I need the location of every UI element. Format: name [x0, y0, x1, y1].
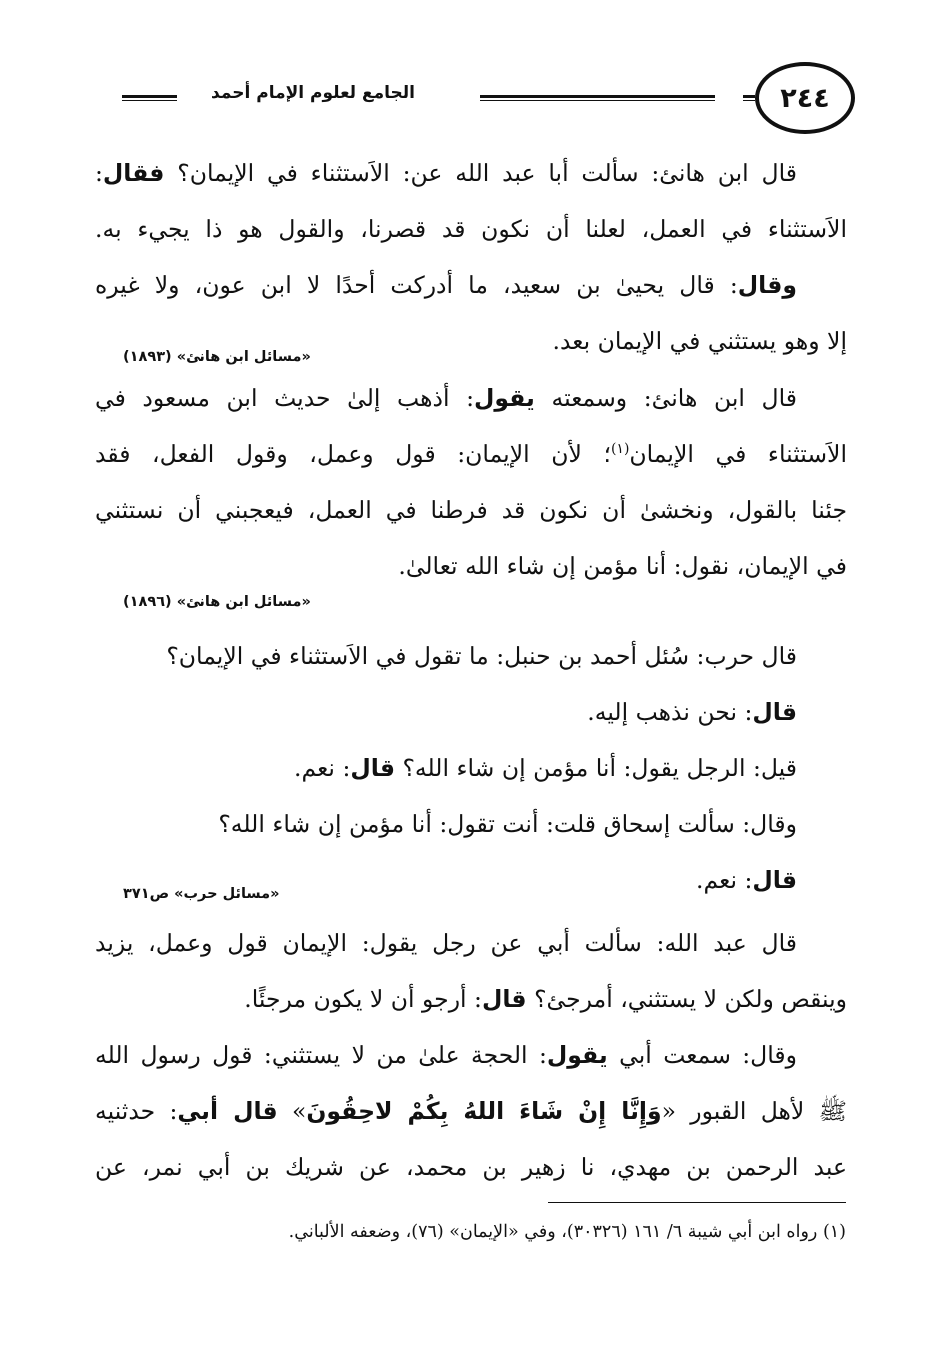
paragraph-ibn-hani-1 [95, 145, 847, 369]
text-line: جئنا بالقول، ونخشىٰ أن نكون قد فرطنا في العمل، فيعجبني أن نستثني [95, 496, 847, 524]
page-header [95, 62, 855, 142]
text-line: الاَستثناء في العمل، لعلنا أن نكون قد قصرنا، والقول هو ذا يجيء به. [95, 215, 847, 243]
paragraph-harb [95, 628, 847, 908]
footnote-number: (١) [822, 1222, 846, 1242]
text-line: الاَستثناء في الإيمان$^{(١)}$؛ لأن الإيمان: قول وعمل، وقول الفعل، فقد [95, 440, 847, 468]
header-rule-middle [480, 95, 715, 101]
running-title: الجامع لعلوم الإمام أحمد [211, 83, 415, 103]
text-line: قال: نعم. [696, 866, 797, 894]
header-rule-left [122, 95, 177, 101]
paragraph-abdullah [95, 915, 847, 1195]
text-line: قال عبد الله: سألت أبي عن رجل يقول: الإيمان قول وعمل، يزيد [95, 929, 797, 957]
text-line: وقال: سمعت أبي يقول: الحجة علىٰ من لا يستثني: قول رسول الله [95, 1041, 797, 1069]
text-line: قيل: الرجل يقول: أنا مؤمن إن شاء الله؟ قال: نعم. [293, 754, 797, 782]
source-citation: «مسائل حرب» ص٣٧١ [123, 886, 280, 902]
text-line: ﷺ لأهل القبور «وَإِنَّا إِنْ شَاءَ اللهُ بِكُمْ لاحِقُونَ» قال أبي: حدثنيه [95, 1097, 847, 1125]
text-line: قال: نحن نذهب إليه. [587, 698, 797, 726]
footnote-marker[interactable]: (١) [610, 441, 630, 458]
text-line: عبد الرحمن بن مهدي، نا زهير بن محمد، عن شريك بن أبي نمر، عن [95, 1153, 847, 1181]
footnote [289, 1222, 846, 1242]
text-line: قال حرب: سُئل أحمد بن حنبل: ما تقول في الاَستثناء في الإيمان؟ [166, 642, 797, 670]
source-citation: «مسائل ابن هانئ» (١٨٩٦) [123, 594, 311, 610]
source-citation: «مسائل ابن هانئ» (١٨٩٣) [123, 349, 311, 365]
text-line: وقال: سألت إسحاق قلت: أنت تقول: أنا مؤمن إن شاء الله؟ [218, 810, 797, 838]
footnote-separator [548, 1202, 846, 1203]
footnote-text: رواه ابن أبي شيبة ٦/ ١٦١ (٣٠٣٢٦)، وفي «الإيمان» (٧٦)، وضعفه الألباني. [288, 1222, 818, 1242]
header-rule-right [743, 95, 755, 101]
hadith-quote: وَإِنَّا إِنْ شَاءَ اللهُ بِكُمْ لاحِقُونَ [306, 1097, 662, 1125]
text-line: قال ابن هانئ: وسمعته يقول: أذهب إلىٰ حديث ابن مسعود في [95, 384, 797, 412]
text-line: وينقص ولكن لا يستثني، أمرجئ؟ قال: أرجو أن لا يكون مرجئًا. [244, 985, 847, 1013]
text-line: وقال: قال يحيىٰ بن سعيد، ما أدركت أحدًا لا ابن عون، ولا غيره [95, 271, 797, 299]
page-number: ٢٤٤ [755, 62, 855, 134]
paragraph-ibn-hani-2 [95, 370, 847, 594]
text-line: في الإيمان، نقول: أنا مؤمن إن شاء الله تعالىٰ. [398, 552, 847, 580]
text-line: قال ابن هانئ: سألت أبا عبد الله عن: الاَستثناء في الإيمان؟ فقال: [95, 159, 797, 187]
text-line: إلا وهو يستثني في الإيمان بعد. [552, 327, 847, 355]
